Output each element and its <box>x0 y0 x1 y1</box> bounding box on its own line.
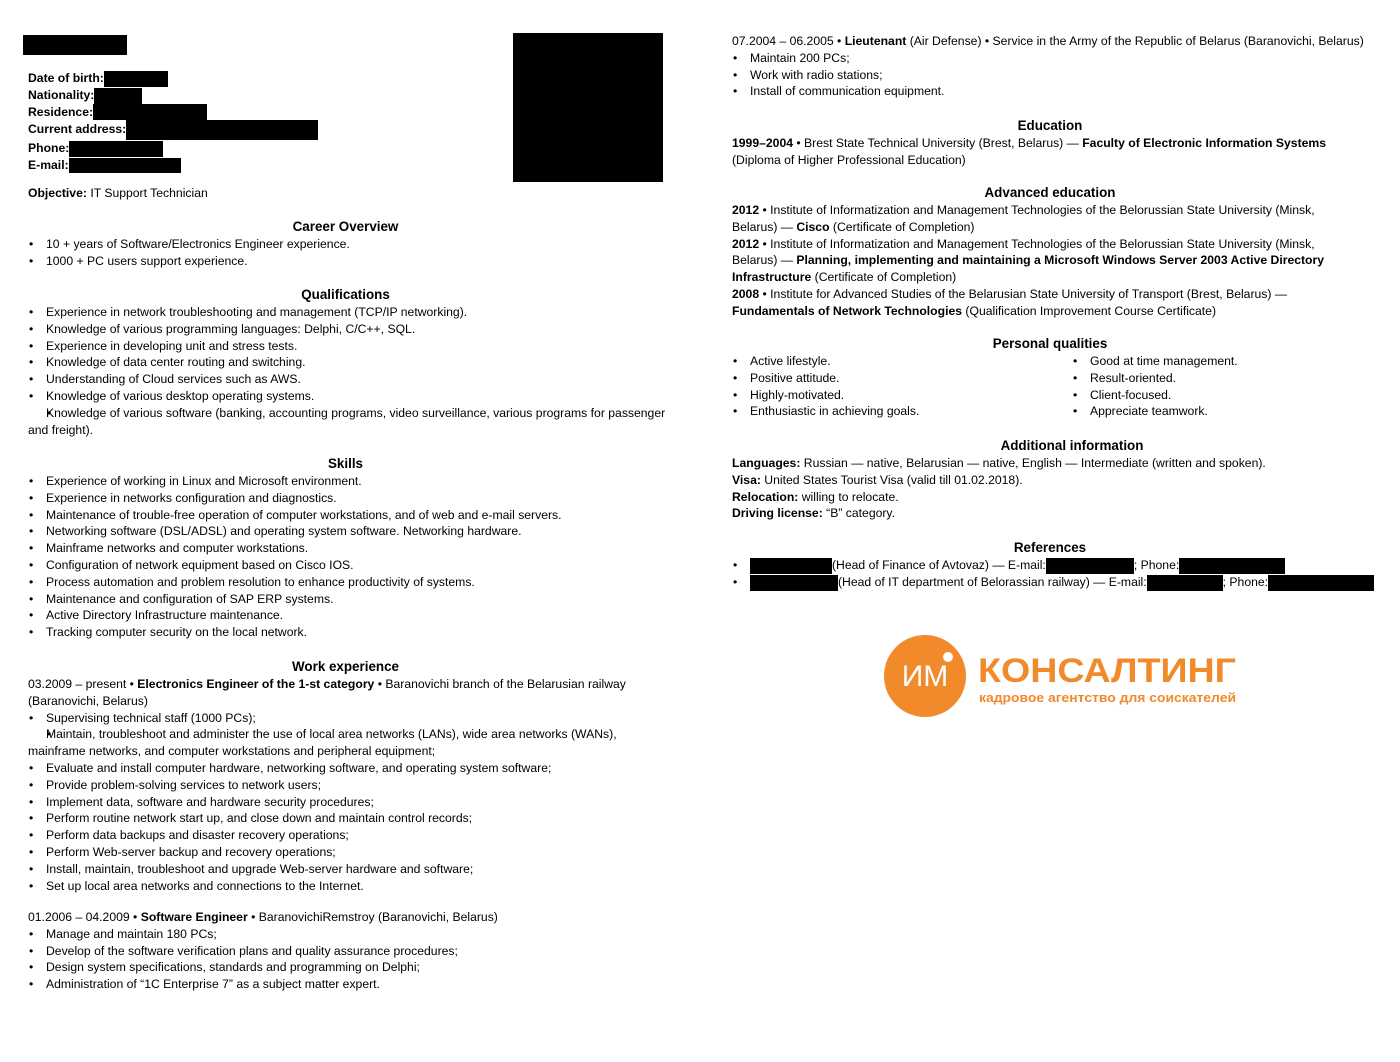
references-list <box>732 557 1382 591</box>
job2-employer: • BaranovichiRemstroy (Baranovichi, Belarus) <box>247 910 498 924</box>
advanced-certificate: (Qualification Improvement Course Certificate) <box>962 303 1217 318</box>
list-item: • 1000 + PC users support experience. <box>28 253 663 270</box>
ref2-name-redaction <box>750 575 838 591</box>
list-item: • Set up local area networks and connections to the Internet. <box>28 878 628 895</box>
dob-label: Date of birth: <box>28 71 104 85</box>
skills-section <box>28 455 668 641</box>
ref1-name-redaction <box>750 558 832 574</box>
residence-label: Residence: <box>28 104 94 119</box>
phone-redaction <box>69 141 163 157</box>
references-section <box>732 539 1382 591</box>
list-item: • Experience in developing unit and stress tests. <box>28 338 668 355</box>
job3-section <box>732 33 1372 100</box>
list-item: • Implement data, software and hardware security procedures; <box>28 794 628 811</box>
list-item: • Evaluate and install computer hardware, networking software, and operating system software; <box>28 760 628 777</box>
ref2-email-redaction <box>1147 575 1223 591</box>
advanced-institution: • Institute of Informatization and Management Technologies of the Belorussian State University (Minsk, Belarus) — <box>732 203 1315 234</box>
advanced-certificate: (Certificate of Completion) <box>829 219 975 234</box>
qualities-heading: Personal qualities <box>992 336 1108 351</box>
list-item: • Mainframe networks and computer workstations. <box>28 540 668 557</box>
list-item: • Perform Web-server backup and recovery operations; <box>28 844 628 861</box>
advanced-year: 2012 <box>732 203 760 217</box>
list-item: • Configuration of network equipment based on Cisco IOS. <box>28 557 668 574</box>
job2-list <box>28 926 648 993</box>
list-item: • Install, maintain, troubleshoot and upgrade Web-server hardware and software; <box>28 861 628 878</box>
qualities-left-list <box>732 353 1072 420</box>
education-degree: (Diploma of Higher Professional Education) <box>732 152 966 167</box>
job3-dates: 07.2004 – 06.2005 • <box>732 34 845 48</box>
list-item: • Tracking computer security on the local network. <box>28 624 668 641</box>
advanced-institution: • Institute for Advanced Studies of the Belarusian State University of Transport (Brest, Belarus) — <box>759 286 1288 301</box>
list-item: • Experience in networks configuration and diagnostics. <box>28 490 668 507</box>
list-item: • Active Directory Infrastructure maintenance. <box>28 607 668 624</box>
list-item: • 10 + years of Software/Electronics Engineer experience. <box>28 236 663 253</box>
list-item: • Supervising technical staff (1000 PCs); <box>28 710 628 727</box>
list-item: • Networking software (DSL/ADSL) and operating system software. Networking hardware. <box>28 523 668 540</box>
list-item: • Highly-motivated. <box>732 387 1072 404</box>
languages-value: Russian — native, Belarusian — native, English — Intermediate (written and spoken). <box>800 456 1266 470</box>
ref1-phone-label: ; Phone: <box>1133 558 1180 572</box>
additional-heading: Additional information <box>1000 438 1144 453</box>
references-heading: References <box>1013 540 1087 555</box>
driving-label: Driving license: <box>732 506 823 521</box>
ref1-email-redaction <box>1046 558 1134 574</box>
reference-item <box>732 574 1382 591</box>
list-item: • Positive attitude. <box>732 370 1072 387</box>
job1-employer: • Baranovichi branch of the Belarusian railway (Baranovichi, Belarus) <box>28 677 626 708</box>
relocation-label: Relocation: <box>732 489 799 504</box>
list-item: • Process automation and problem resolution to enhance productivity of systems. <box>28 574 668 591</box>
skills-heading: Skills <box>328 456 363 471</box>
objective <box>28 185 208 202</box>
list-item: • Provide problem-solving services to network users; <box>28 777 628 794</box>
job3-header <box>732 33 1372 50</box>
qualities-right-list <box>1072 353 1400 420</box>
list-item: • Experience of working in Linux and Microsoft environment. <box>28 473 668 490</box>
list-item: • Experience in network troubleshooting and management (TCP/IP networking). <box>28 304 668 321</box>
job2-header <box>28 909 648 926</box>
ref1-phone-redaction <box>1179 558 1285 574</box>
list-item: • Maintain 200 PCs; <box>732 50 1372 67</box>
education-section <box>732 117 1364 169</box>
additional-section <box>732 437 1372 522</box>
list-item: • Perform routine network start up, and close down and maintain control records; <box>28 810 628 827</box>
photo-redaction <box>513 33 663 182</box>
nationality-redaction <box>94 88 142 104</box>
career-heading: Career Overview <box>292 219 399 234</box>
job2-section <box>28 909 648 993</box>
job2-title: Software Engineer <box>140 910 248 924</box>
advanced-course: Planning, implementing and maintaining a Microsoft Windows Server 2003 Active Directory Infrastructure <box>732 253 1325 285</box>
company-logo <box>884 634 1254 718</box>
phone-label: Phone: <box>28 141 70 156</box>
list-item: • Install of communication equipment. <box>732 83 1372 100</box>
ref2-phone-label: ; Phone: <box>1222 574 1269 589</box>
ref2-phone-redaction <box>1268 575 1374 591</box>
advanced-entry-2 <box>732 236 1332 286</box>
list-item: • Active lifestyle. <box>732 353 1072 370</box>
job1-title: Electronics Engineer of the 1-st category <box>137 677 375 691</box>
logo-tagline: кадровое агентство для соискателей <box>979 690 1237 705</box>
career-list <box>28 236 663 270</box>
list-item: • Manage and maintain 180 PCs; <box>28 926 648 943</box>
skills-list <box>28 473 668 641</box>
logo-graphic <box>884 634 1254 718</box>
list-item: • Design system specifications, standards and programming on Delphi; <box>28 959 648 976</box>
email-redaction <box>69 158 181 173</box>
list-item: • Appreciate teamwork. <box>1072 403 1400 420</box>
logo-name: КОНСАЛТИНГ <box>978 652 1236 690</box>
advanced-course: Fundamentals of Network Technologies <box>732 303 963 318</box>
logo-mark: ИМ <box>901 660 949 693</box>
job1-list <box>28 710 628 895</box>
advanced-section <box>732 184 1332 320</box>
list-item: • Result-oriented. <box>1072 370 1400 387</box>
qualities-columns <box>732 353 1372 420</box>
job3-title: Lieutenant <box>844 34 907 48</box>
list-item: • Knowledge of various software (banking, accounting programs, video surveillance, various programs for passenger and freight). <box>28 405 668 439</box>
list-item: • Maintenance of trouble-free operation of computer workstations, and of web and e-mail servers. <box>28 507 668 524</box>
list-item: • Knowledge of data center routing and switching. <box>28 354 668 371</box>
education-institution: • Brest State Technical University (Brest, Belarus) — <box>793 136 1083 150</box>
education-years: 1999–2004 <box>732 136 794 150</box>
list-item: • Maintenance and configuration of SAP ERP systems. <box>28 591 668 608</box>
list-item: • Understanding of Cloud services such as AWS. <box>28 371 668 388</box>
nationality-label: Nationality: <box>28 87 95 102</box>
list-item: • Knowledge of various programming languages: Delphi, C/C++, SQL. <box>28 321 668 338</box>
name-redaction <box>23 35 127 55</box>
list-item: • Good at time management. <box>1072 353 1400 370</box>
reference-item <box>732 557 1382 574</box>
career-section <box>28 218 663 270</box>
work-heading: Work experience <box>292 659 399 674</box>
visa-value: United States Tourist Visa (valid till 01.02.2018). <box>760 472 1023 487</box>
advanced-entry-3 <box>732 286 1332 320</box>
job1-header <box>28 676 628 710</box>
driving-value: “B” category. <box>822 506 896 521</box>
list-item: • Work with radio stations; <box>732 67 1372 84</box>
advanced-heading: Advanced education <box>984 185 1116 200</box>
objective-label: Objective: <box>28 186 87 200</box>
personal-info <box>28 70 428 174</box>
work-section <box>28 658 628 894</box>
job2-dates: 01.2006 – 04.2009 • <box>28 910 141 924</box>
education-heading: Education <box>1017 118 1083 133</box>
qualifications-list <box>28 304 668 438</box>
ref1-role: (Head of Finance of Avtovaz) — E-mail: <box>832 558 1046 572</box>
advanced-entry-1 <box>732 202 1332 236</box>
qualifications-section <box>28 286 668 438</box>
email-label: E-mail: <box>28 158 69 173</box>
relocation-value: willing to relocate. <box>798 489 899 504</box>
job3-list <box>732 50 1372 100</box>
job3-employer: (Air Defense) • Service in the Army of the Republic of Belarus (Baranovichi, Belarus) <box>906 34 1364 48</box>
objective-value: IT Support Technician <box>86 186 208 200</box>
address-redaction <box>126 120 318 140</box>
advanced-institution: • Institute of Informatization and Management Technologies of the Belorussian State University (Minsk, Belarus) — <box>732 236 1315 268</box>
job1-dates: 03.2009 – present • <box>28 677 138 691</box>
list-item: • Enthusiastic in achieving goals. <box>732 403 1072 420</box>
languages-label: Languages: <box>732 456 801 470</box>
list-item: • Maintain, troubleshoot and administer the use of local area networks (LANs), wide area networks (WANs), mainframe networks, and computer workstations and peripheral equipment; <box>28 726 628 760</box>
list-item: • Client-focused. <box>1072 387 1400 404</box>
advanced-year: 2012 <box>732 236 760 251</box>
education-entry <box>732 135 1364 169</box>
list-item: • Perform data backups and disaster recovery operations; <box>28 827 628 844</box>
ref2-role: (Head of IT department of Belorassian railway) — E-mail: <box>838 574 1147 589</box>
address-label: Current address: <box>28 122 127 137</box>
list-item: • Knowledge of various desktop operating systems. <box>28 388 668 405</box>
list-item: • Administration of “1C Enterprise 7” as a subject matter expert. <box>28 976 648 993</box>
advanced-course: Cisco <box>796 219 830 234</box>
qualities-section <box>732 335 1372 420</box>
qualifications-heading: Qualifications <box>301 287 390 302</box>
residence-redaction <box>93 104 207 120</box>
advanced-certificate: (Certificate of Completion) <box>811 270 957 285</box>
advanced-year: 2008 <box>732 286 760 301</box>
dob-redaction <box>104 71 168 87</box>
visa-label: Visa: <box>732 472 761 487</box>
list-item: • Develop of the software verification plans and quality assurance procedures; <box>28 943 648 960</box>
education-faculty: Faculty of Electronic Information Systems <box>1082 136 1327 150</box>
